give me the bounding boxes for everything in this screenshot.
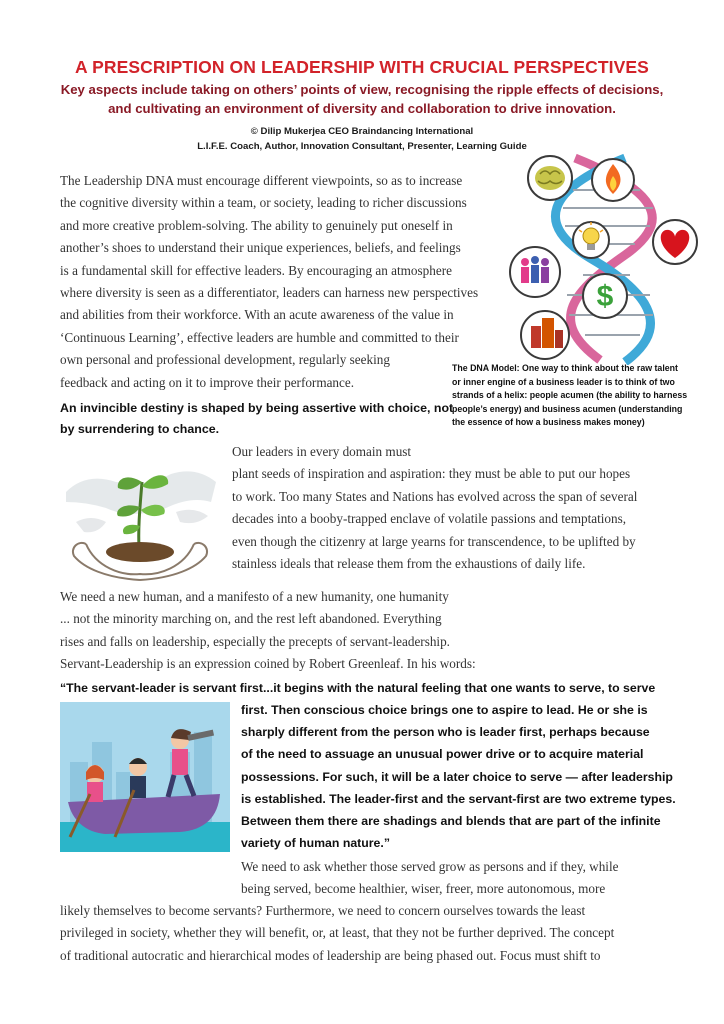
humanity-line: rises and falls on leadership, especially the precepts of servant-leadership. [60, 633, 450, 649]
humanity-text [60, 586, 700, 676]
caption-line: people’s energy) and business acumen (understanding [452, 403, 683, 414]
intro-line: is a fundamental skill for effective leaders. By encouraging an atmosphere [60, 262, 452, 278]
dna-model-caption [452, 362, 712, 430]
quote-line: “The servant-leader is servant first...it begins with the natural feeling that one wants to serve, to serve [60, 681, 656, 695]
caption-line: strands of a helix: people acumen (the ability to harness [452, 390, 688, 401]
closing-full [60, 900, 710, 967]
seeds-line: to work. Too many States and Nations has evolved across the span of several [232, 488, 638, 504]
caption-text [452, 362, 712, 430]
seedling-icon [117, 475, 168, 547]
seeds-line: Our leaders in every domain must [232, 444, 412, 459]
quote-line: variety of human nature.” [241, 836, 390, 851]
dollar-icon [583, 274, 627, 318]
closing-indented [241, 856, 701, 901]
buildings-icon [521, 311, 569, 359]
greenleaf-quote-body [241, 699, 701, 854]
intro-line: ‘Continuous Learning’, effective leaders are humble and committed to their [60, 329, 459, 345]
closing-line: likely themselves to become servants? Furthermore, we need to concern ourselves towards the least [60, 903, 586, 918]
closing-line: privileged in society, whether they will benefit, or, at least, that they not be further deprived. The concept [60, 925, 615, 941]
page-subtitle [20, 80, 704, 118]
subtitle-line: Key aspects include taking on others’ points of view, recognising the ripple effects of decisions, [60, 82, 664, 97]
quote-line: sharply different from the person who is leader first, perhaps because [241, 725, 650, 740]
seeds-line: decades into a booby-trapped enclave of volatile passions and temptations, [232, 511, 627, 527]
flame-icon [592, 159, 634, 201]
intro-line: own personal and professional development, regularly seeking [60, 352, 390, 368]
caption-line: The DNA Model: One way to think about the raw talent [452, 363, 678, 373]
intro-paragraph [60, 170, 510, 394]
highlight-line: An invincible destiny is shaped by being assertive with choice, not [60, 401, 454, 415]
caption-line: the essence of how a business makes money) [452, 417, 645, 428]
seeds-line: even though the citizenry at large yearns for transcendence, to be uplifted by [232, 533, 636, 549]
closing-full-text [60, 900, 710, 967]
seeds-paragraph [232, 441, 692, 575]
subtitle-line: and cultivating an environment of diversity and collaboration to drive innovation. [108, 101, 616, 116]
humanity-line: Servant-Leadership is an expression coined by Robert Greenleaf. In his words: [60, 656, 476, 672]
lightbulb-icon [573, 222, 609, 258]
closing-indented-text [241, 856, 701, 901]
highlight-statement [60, 398, 460, 440]
intro-line: The Leadership DNA must encourage different viewpoints, so as to increase [60, 173, 463, 188]
closing-line: of traditional autocratic and hierarchical modes of leadership are being phased out. Focus must shift to [60, 947, 601, 963]
highlight-line: by surrendering to chance. [60, 422, 220, 436]
quote-line: Between them there are shadings and blends that are part of the infinite [241, 814, 661, 829]
author-credit: © Dilip Mukerjea CEO Braindancing International [250, 126, 474, 137]
humanity-paragraph [60, 586, 700, 676]
intro-line: another’s shoes to understand their unique experiences, beliefs, and feelings [60, 240, 461, 256]
greenleaf-quote-first-line [60, 677, 720, 699]
intro-line: the cognitive diversity within a team, or society, leading to richer discussions [60, 195, 467, 211]
page-title: A PRESCRIPTION ON LEADERSHIP WITH CRUCIAL PERSPECTIVES [75, 57, 649, 77]
quote-line: possessions. For such, it will be a later choice to serve — after leadership [241, 769, 673, 784]
dollar-glyph: $ [596, 280, 614, 313]
soil-mound [106, 542, 174, 562]
heart-icon [653, 220, 697, 264]
quote-text [241, 699, 701, 854]
brain-icon [528, 156, 572, 200]
seedling-hands-illustration [56, 452, 222, 582]
dna-helix-illustration [505, 150, 705, 365]
intro-line: and more creative problem-solving. The ability to genuinely put oneself in [60, 217, 453, 233]
quote-line: is established. The leader-first and the servant-first are two extreme types. [241, 791, 676, 806]
teamwork-boat-illustration [60, 702, 230, 852]
intro-line: and abilities from their workforce. With an acute awareness of the value in [60, 307, 454, 323]
closing-line: We need to ask whether those served grow as persons and if they, while [241, 859, 619, 874]
intro-line: feedback and acting on it to improve their performance. [60, 374, 355, 390]
seeds-text [232, 441, 692, 575]
author-titles: L.I.F.E. Coach, Author, Innovation Consultant, Presenter, Learning Guide [197, 141, 527, 152]
closing-line: being served, become healthier, wiser, freer, more autonomous, more [241, 881, 606, 897]
intro-line: where diversity is seen as a differentiator, leaders can harness new perspectives [60, 285, 479, 301]
caption-line: or inner engine of a business leader is to think of two [452, 376, 675, 387]
people-group-icon [510, 247, 560, 297]
humanity-line: We need a new human, and a manifesto of a new humanity, one humanity [60, 589, 449, 604]
intro-text [60, 170, 510, 394]
humanity-line: ... not the minority marching on, and the rest left abandoned. Everything [60, 611, 442, 627]
seeds-line: plant seeds of inspiration and aspiration: they must be able to put our hopes [232, 466, 631, 482]
quote-line: first. Then conscious choice brings one to aspire to lead. He or she is [241, 703, 648, 717]
quote-line: of the need to assuage an unusual power drive or to acquire material [241, 747, 644, 762]
seeds-line: stainless ideals that release them from the exhaustions of daily life. [232, 556, 586, 572]
